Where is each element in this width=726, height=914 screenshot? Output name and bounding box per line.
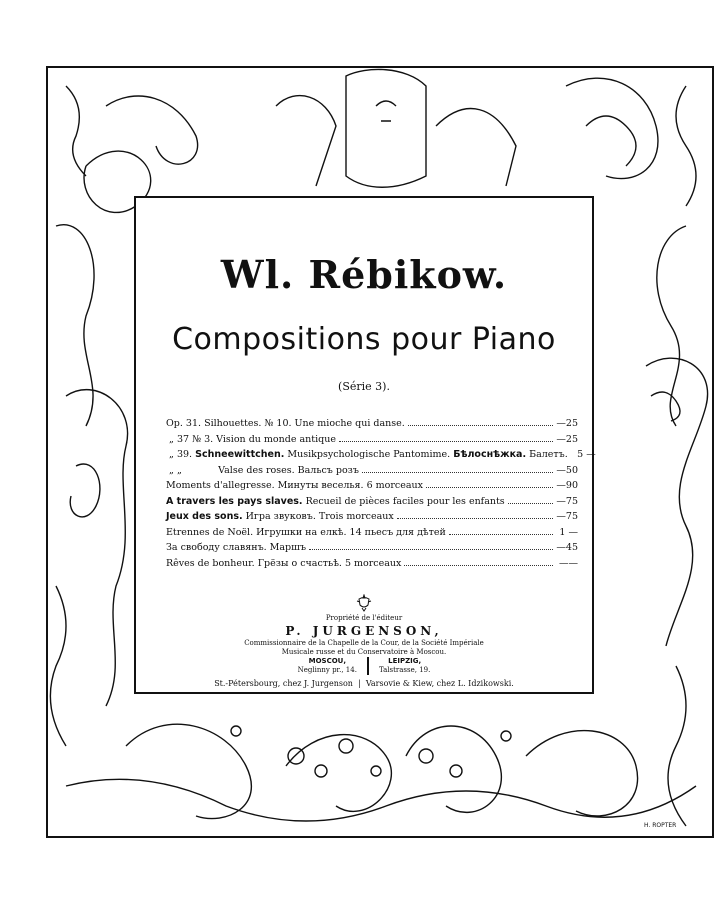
footer-left: St.-Pétersbourg, chez J. Jurgenson (214, 679, 353, 688)
title-panel (134, 196, 594, 694)
list-item: Jeux des sons. Игра звуковъ. Trois morceaux —75 (166, 511, 578, 522)
publisher-name: P. JURGENSON, (285, 624, 443, 638)
list-item: За свободу славянъ. Маршъ —45 (166, 542, 578, 553)
address-leipzig: Talstrasse, 19. (378, 666, 431, 674)
publisher-footer: St.-Pétersbourg, chez J. Jurgenson | Varsovie & Kiew, chez L. Idzikowski. (214, 679, 514, 688)
address-moscow: Neglinny pr., 14. (297, 666, 357, 674)
artist-signature: H. ROPTER (644, 822, 677, 829)
list-item: Op. 31. Silhouettes. № 10. Une mioche qui danse. —25 (166, 418, 578, 429)
list-item: „ „ Valse des roses. Вальсъ розъ —50 (169, 464, 578, 476)
publisher-block (136, 594, 592, 688)
publisher-line3: Musicale russe et du Conservatoire à Moscou. (281, 648, 447, 656)
series-label: (Série 3). (338, 380, 390, 393)
imperial-eagle-icon (356, 594, 372, 612)
publisher-line1: Propriété de l'éditeur (325, 614, 403, 622)
cover-title: Compositions pour Piano (172, 322, 556, 357)
footer-right: Varsovie & Kiew, chez L. Idzikowski. (365, 679, 514, 688)
list-item: A travers les pays slaves. Recueil de pièces faciles pour les enfants —75 (166, 495, 578, 507)
divider (367, 657, 369, 675)
composer-name: Wl. Rébikow. (220, 252, 508, 297)
list-item: Rêves de bonheur. Грёзы о счастьѣ. 5 morceaux —— (166, 557, 578, 569)
publisher-cities (136, 657, 592, 675)
works-list (166, 416, 596, 571)
list-item: Moments d'allegresse. Минуты веселья. 6 morceaux —90 (166, 480, 578, 491)
city-moscow: MOSCOU, (308, 657, 346, 665)
list-item: „ 37 № 3. Vision du monde antique —25 (169, 433, 578, 445)
city-leipzig: LEIPZIG, (388, 657, 422, 665)
publisher-line2: Commissionnaire de la Chapelle de la Cour, de la Société Impériale (244, 639, 484, 647)
list-item: Etrennes de Noël. Игрушки на елкѣ. 14 пьесъ для дѣтей 1 — (166, 526, 578, 538)
list-item: „ 39. Schneewittchen. Musikpsychologische Pantomime. Бѣлоснѣжка. Балетъ. 5 — (169, 449, 596, 460)
